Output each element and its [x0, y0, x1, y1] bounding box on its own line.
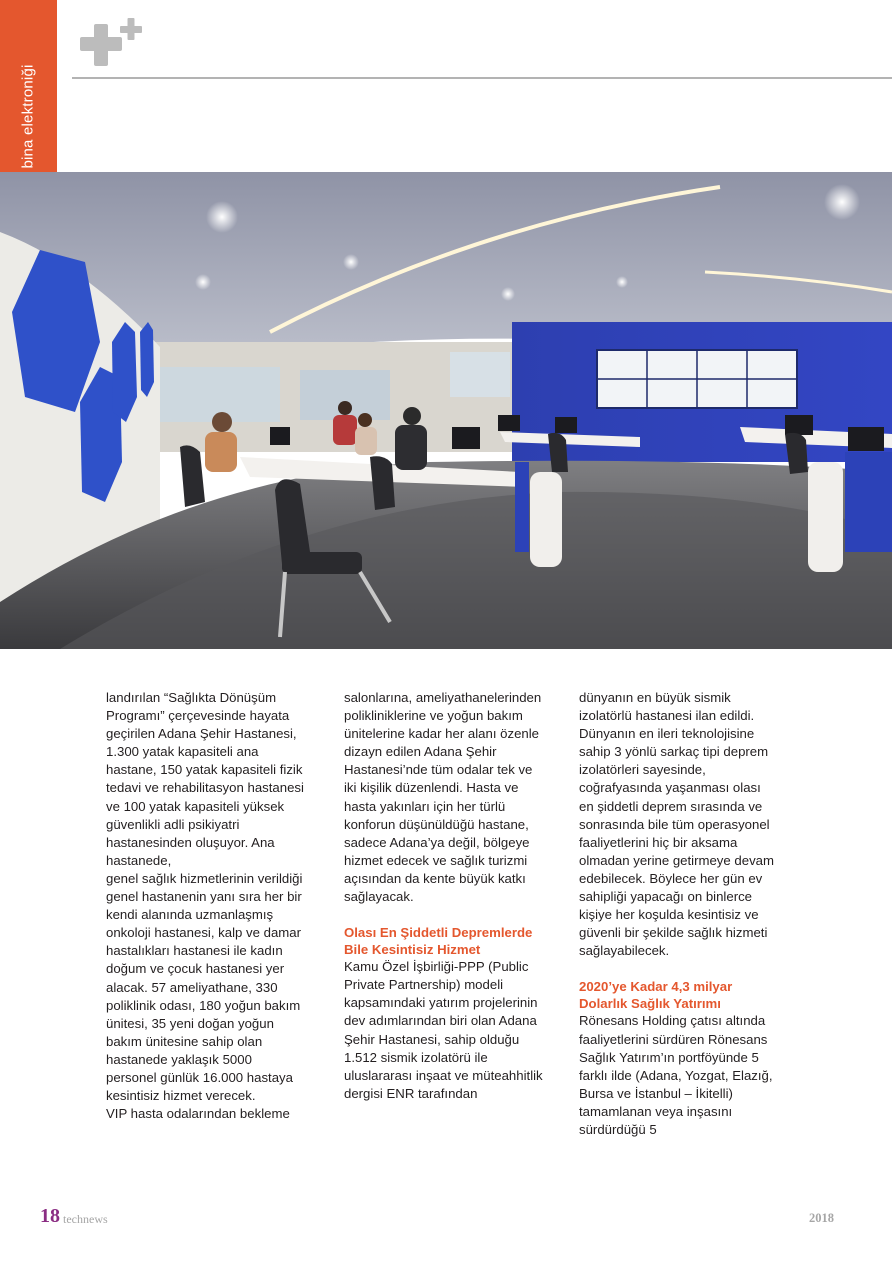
col2-paragraph-2: Kamu Özel İşbirliği-PPP (Public Private Partnership) modeli kapsamındaki yatırım projelerinin dev adımlarından biri olan Adana Şehir Hastanesi, sahip olduğu 1.512 sismik izolatörü ile uluslararası inşaat ve müteahhitlik dergisi ENR tarafından [344, 959, 543, 1101]
col3-paragraph-2: Rönesans Holding çatısı altında faaliyetlerini sürdüren Rönesans Sağlık Yatırım’ın portföyünde 5 farklı ilde (Adana, Yozgat, Elazığ, Bursa ve İstanbul – İkitelli) tamamlanan veya inşasını sürdürdüğü 5 [579, 1013, 773, 1137]
issue-year: 2018 [809, 1211, 834, 1225]
col2-paragraph-1: salonlarına, ameliyathanelerinden polikliniklerine ve yoğun bakım ünitelerine kadar her alanı özenle dizayn edilen Adana Şehir Hastanesi’nde tüm odalar tek ve iki kişilik düzenlendi. Hasta ve hasta yakınları için her türlü konforun düşünüldüğü hastane, sadece Adana’ya değil, bölgeye hizmet edecek ve sağlık turizmi açısından da kente büyük katkı sağlayacak. [344, 690, 542, 905]
header-rule [72, 77, 892, 79]
control-room-photo [0, 172, 892, 649]
col1-paragraph: VIP hasta odalarından bekleme [106, 1106, 290, 1122]
text-column-2 [344, 689, 544, 1103]
col3-paragraph-1: dünyanın en büyük sismik izolatörlü hastanesi ilan edildi. Dünyanın en ileri teknolojisine sahip 3 yönlü sarkaç tipi deprem izolatörleri sayesinde, coğrafyasında yaşanması olası en şiddetli deprem sırasında ve sonrasında bile tüm operasyonel faaliyetlerini hiç bir aksama olmadan yerine getirmeye devam edebilecek. Böylece her gün ev sahipliği yapacağı on binlerce kişiye her koşulda kesintisiz ve güvenli bir şekilde sağlık hizmeti sağlayabilecek. [579, 690, 774, 959]
col1-paragraph: landırılan “Sağlıkta Dönüşüm Programı” çerçevesinde hayata geçirilen Adana Şehir Hastanesi, 1.300 yatak kapasiteli ana hastane, 150 yatak kapasiteli fizik tedavi ve rehabilitasyon hastanesi ve 100 yatak kapasiteli yüksek güvenlikli adli psikiyatri hastanesinden oluşuyor. Ana hastanede, [106, 690, 304, 868]
col3-subheading: 2020’ye Kadar 4,3 milyar Dolarlık Sağlık Yatırımı [579, 979, 733, 1012]
text-column-3 [579, 689, 779, 1139]
col1-paragraph: genel sağlık hizmetlerinin verildiği genel hastanenin yanı sıra her bir kendi alanında uzmanlaşmış onkoloji hastanesi, kalp ve damar hastalıkları hastanesi ile kadın doğum ve çocuk hastanesi yer alacak. 57 ameliyathane, 330 poliklinik odası, 180 yoğun bakım ünitesi, 35 yeni doğan yoğun bakım ünitesine sahip olan hastanede yaklaşık 5000 personel günlük 16.000 hastaya kesintisiz hizmet verecek. [106, 870, 303, 1104]
medical-plus-icon [80, 18, 144, 70]
text-column-1 [106, 689, 306, 1123]
section-label: bina elektroniği [20, 63, 38, 169]
col2-subheading: Olası En Şiddetli Depremlerde Bile Kesintisiz Hizmet [344, 925, 533, 958]
page-number: 18 [40, 1205, 60, 1227]
magazine-brand: technews [63, 1212, 108, 1226]
